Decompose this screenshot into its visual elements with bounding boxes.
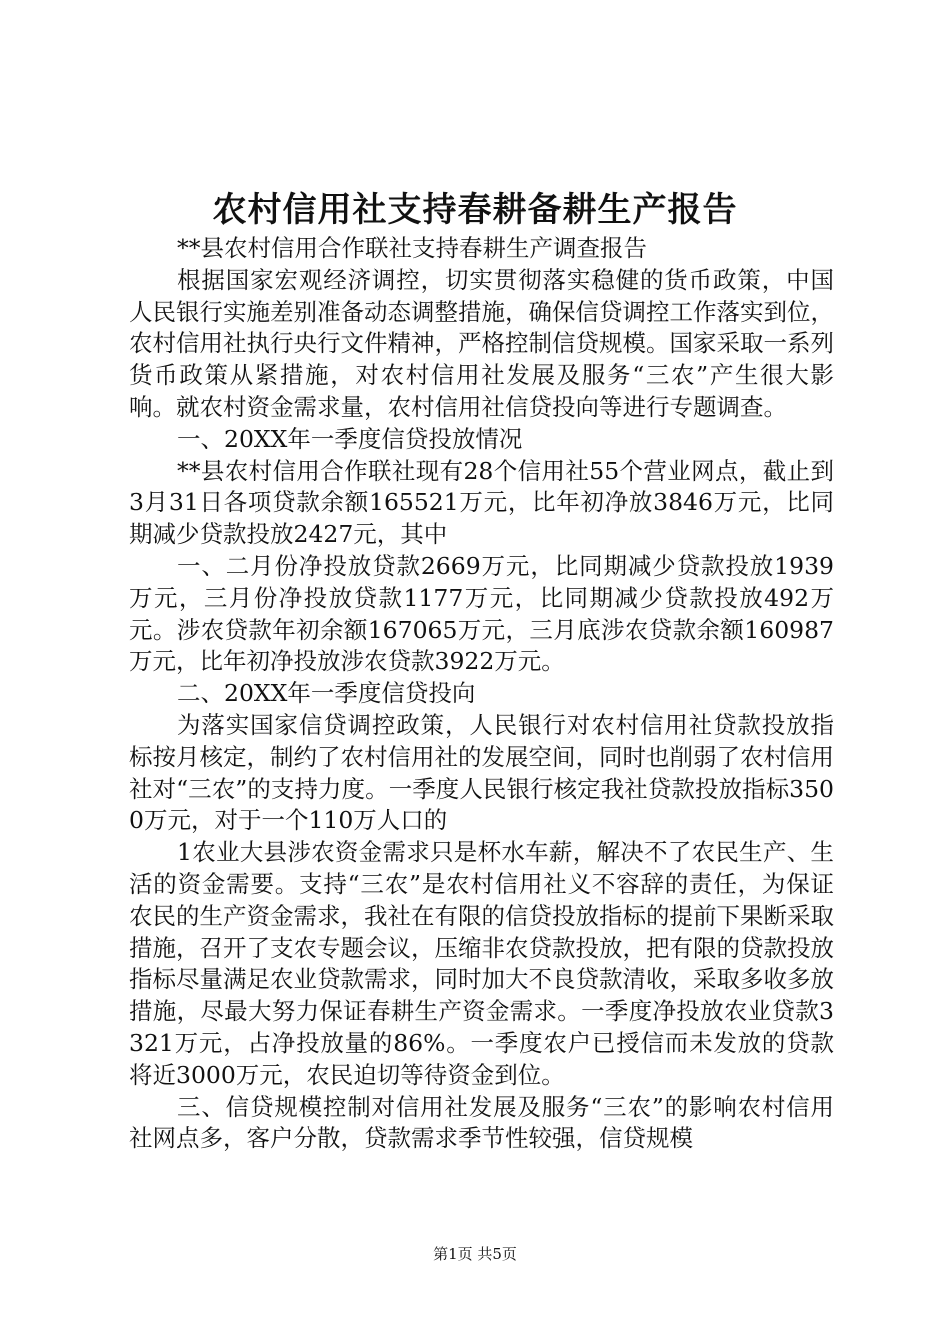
paragraph-section-1a: **县农村信用合作联社现有28个信用社55个营业网点，截止到3月31日各项贷款余额165521万元，比年初净放3846万元，比同期减少贷款投放2427元，其中 (129, 456, 834, 549)
report-subtitle: **县农村信用合作联社支持春耕生产调查报告 (177, 234, 647, 262)
paragraph-intro: 根据国家宏观经济调控，切实贯彻落实稳健的货币政策，中国人民银行实施差别准备动态调整措施，确保信贷调控工作落实到位，农村信用社执行央行文件精神，严格控制信贷规模。国家采取一系列货币政策从紧措施，对农村信用社发展及服务“三农”产生很大影响。就农村资金需求量，农村信用社信贷投向等进行专题调查。 (129, 265, 834, 421)
document-body (129, 233, 834, 1155)
paragraph-section-3: 三、信贷规模控制对信用社发展及服务“三农”的影响农村信用社网点多，客户分散，贷款需求季节性较强，信贷规模 (129, 1092, 834, 1153)
section-heading-2: 二、20XX年一季度信贷投向 (177, 679, 476, 708)
document-title: 农村信用社支持春耕备耕生产报告 (212, 190, 738, 230)
paragraph-section-1b: 一、二月份净投放贷款2669万元，比同期减少贷款投放1939万元，三月份净投放贷款1177万元，比同期减少贷款投放492万元。涉农贷款年初余额167065万元，三月底涉农贷款余额160987万元，比年初净投放涉农贷款3922万元。 (129, 551, 834, 676)
page-number: 第1页 共5页 (433, 1245, 517, 1263)
section-heading-1: 一、20XX年一季度信贷投放情况 (177, 424, 523, 453)
paragraph-section-2a: 为落实国家信贷调控政策，人民银行对农村信用社贷款投放指标按月核定，制约了农村信用社的发展空间，同时也削弱了农村信用社对“三农”的支持力度。一季度人民银行核定我社贷款投放指标3500万元，对于一个110万人口的 (129, 710, 834, 835)
paragraph-section-2b: 1农业大县涉农资金需求只是杯水车薪，解决不了农民生产、生活的资金需要。支持“三农”是农村信用社义不容辞的责任，为保证农民的生产资金需求，我社在有限的信贷投放指标的提前下果断采取措施，召开了支农专题会议，压缩非农贷款投放，把有限的贷款投放指标尽量满足农业贷款需求，同时加大不良贷款清收，采取多收多放措施，尽最大努力保证春耕生产资金需求。一季度净投放农业贷款3321万元，占净投放量的86%。一季度农户已授信而未发放的贷款将近3000万元，农民迫切等待资金到位。 (129, 838, 834, 1089)
